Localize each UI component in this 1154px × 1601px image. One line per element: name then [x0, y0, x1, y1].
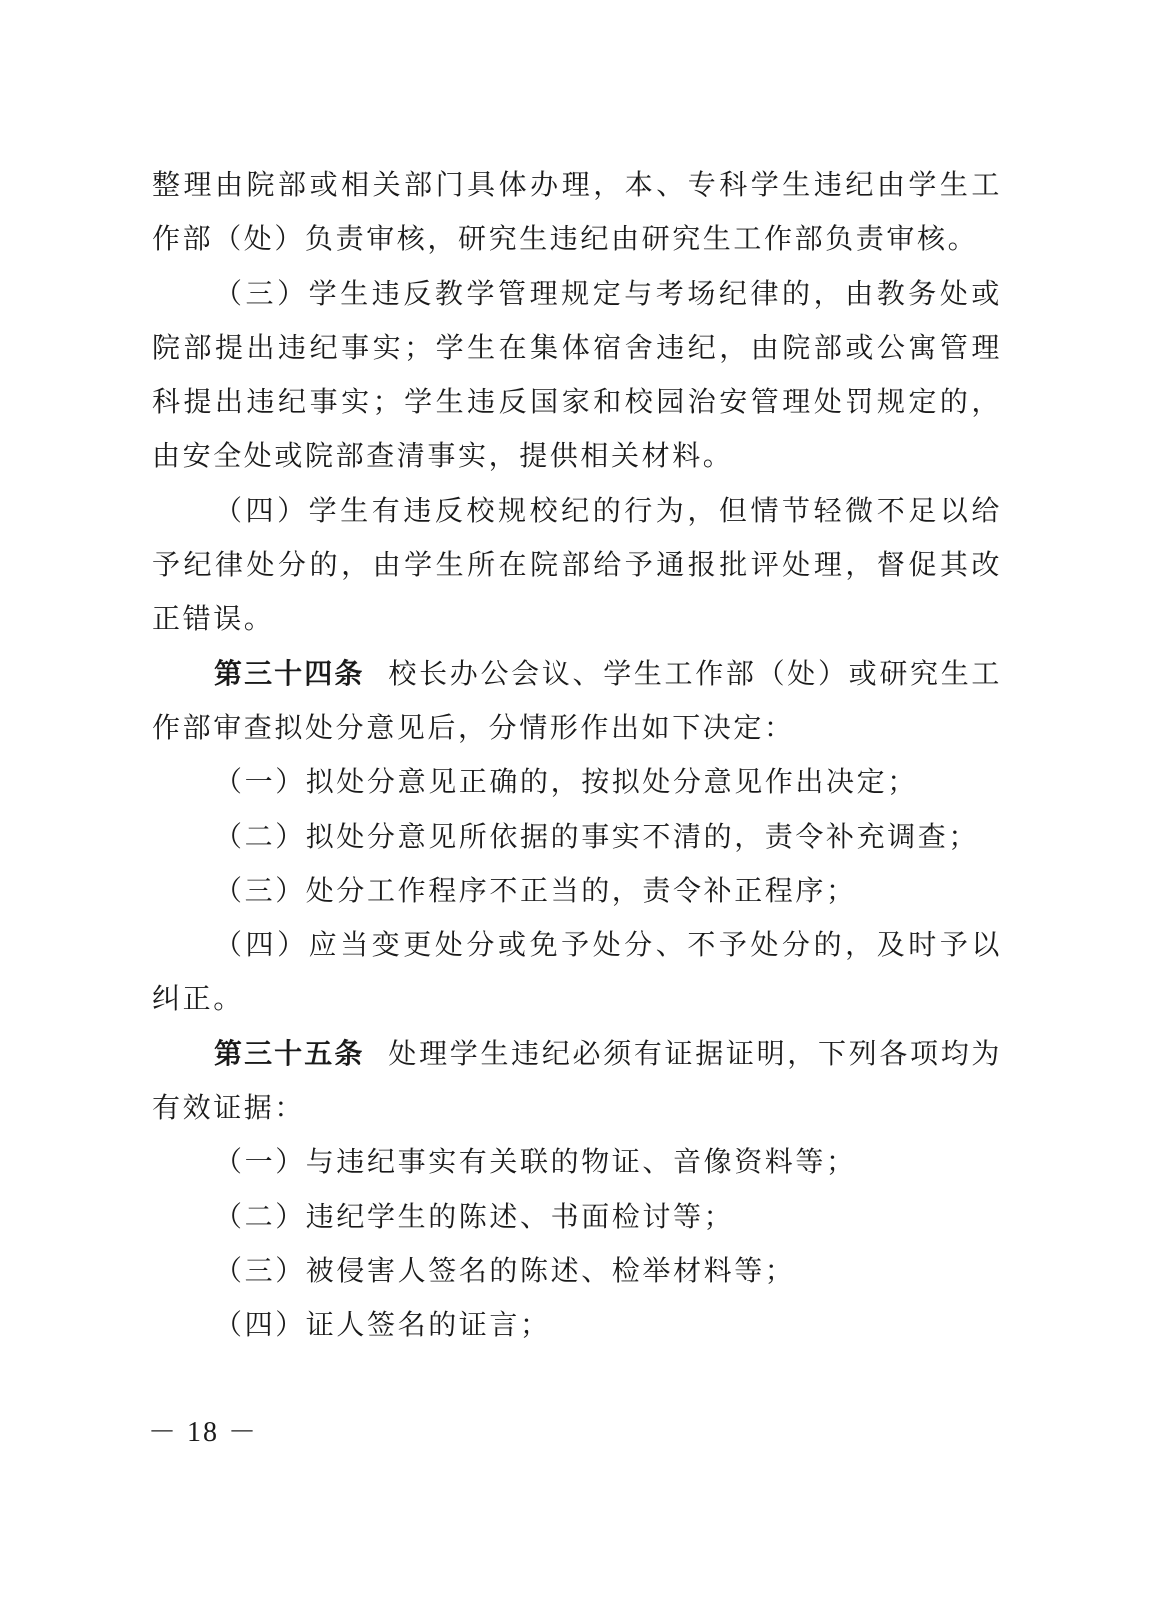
paragraph-item-three: （三）学生违反教学管理规定与考场纪律的，由教务处或院部提出违纪事实；学生在集体宿舍违纪，由院部或公寓管理科提出违纪事实；学生违反国家和校园治安管理处罚规定的，由安全处或院部查清事实，提供相关材料。: [152, 276, 1002, 473]
article-34-item-2: （二）拟处分意见所依据的事实不清的，责令补充调查；: [214, 819, 980, 853]
article-35-item-2: （二）违纪学生的陈述、书面检讨等；: [214, 1199, 735, 1233]
article-34-item-1: （一）拟处分意见正确的，按拟处分意见作出决定；: [214, 765, 918, 799]
article-34: [152, 647, 1002, 756]
article-35-heading: 第三十五条: [214, 1036, 365, 1070]
article-34-heading: 第三十四条: [214, 656, 365, 690]
article-34-item-4: （四）应当变更处分或免予处分、不予处分的，及时予以纠正。: [152, 928, 1002, 1016]
article-35-item-4: （四）证人签名的证言；: [214, 1308, 551, 1342]
article-34-item-3: （三）处分工作程序不正当的，责令补正程序；: [214, 873, 857, 907]
page-number: － 18 －: [148, 1417, 259, 1448]
article-35-text: 处理学生违纪必须有证据证明，下列各项均为有效证据：: [152, 1036, 1002, 1125]
article-35-item-1: （一）与违纪事实有关联的物证、音像资料等；: [214, 1145, 857, 1179]
body-text: [152, 158, 1002, 1353]
article-35: [152, 1027, 1002, 1136]
article-34-text: 校长办公会议、学生工作部（处）或研究生工作部审查拟处分意见后，分情形作出如下决定：: [152, 656, 1002, 744]
paragraph-item-four: （四）学生有违反校规校纪的行为，但情节轻微不足以给予纪律处分的，由学生所在院部给予通报批评处理，督促其改正错误。: [152, 493, 1002, 636]
article-35-item-3: （三）被侵害人签名的陈述、检举材料等；: [214, 1253, 796, 1287]
paragraph-continued: 整理由院部或相关部门具体办理，本、专科学生违纪由学生工作部（处）负责审核，研究生违纪由研究生工作部负责审核。: [152, 168, 1002, 256]
